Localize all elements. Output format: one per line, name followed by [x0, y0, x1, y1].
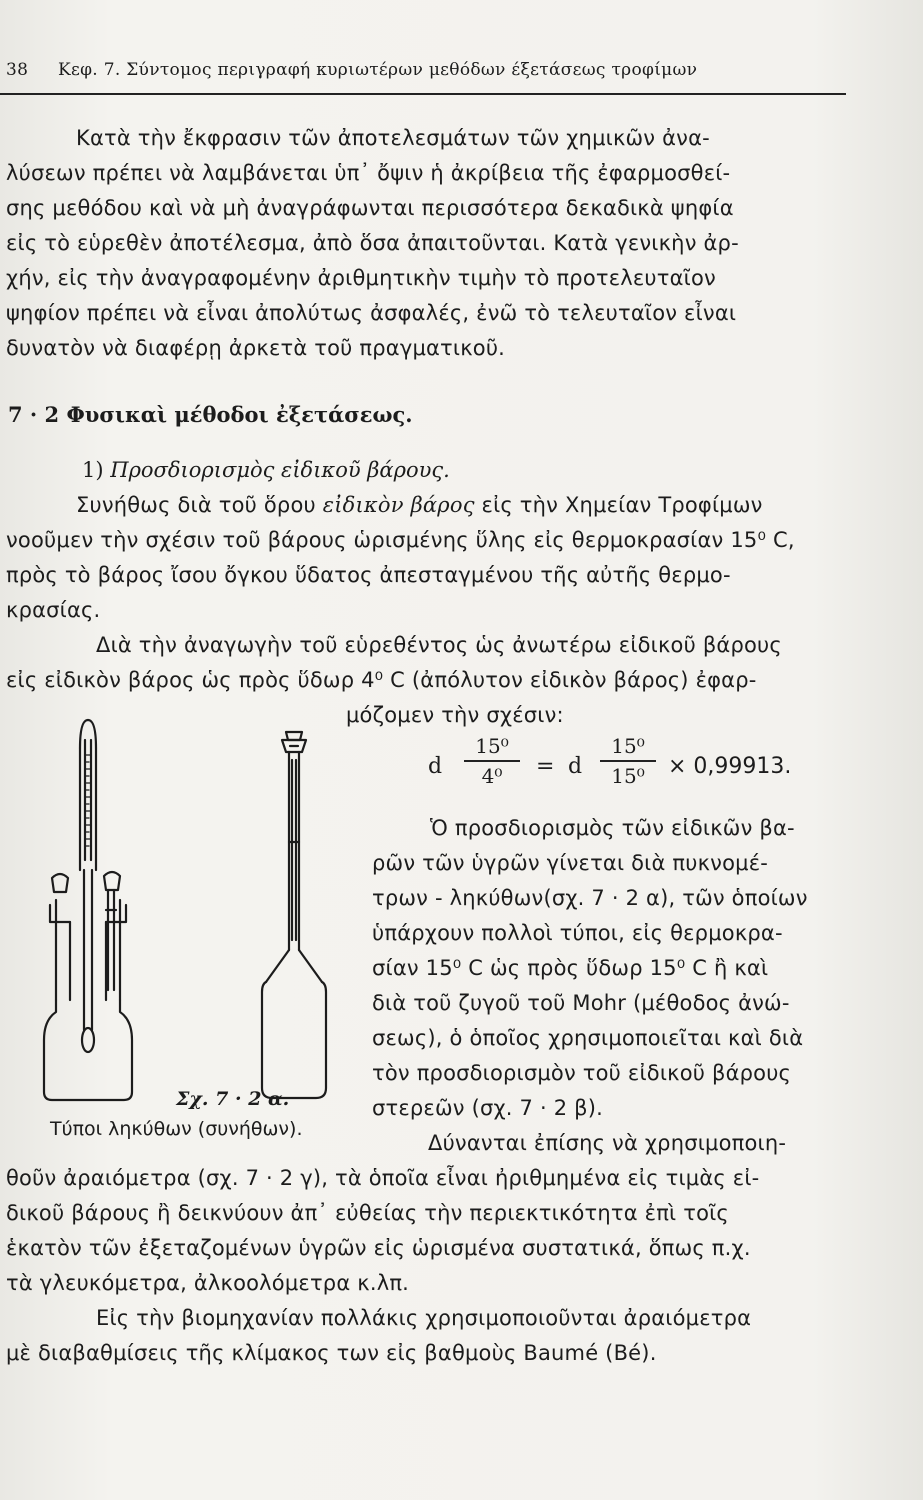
pycnometer-line-7: σεως), ὁ ὁποῖος χρησιμοποιεῖται καὶ διὰ: [372, 1026, 804, 1050]
pycnometer-with-thermometer-drawing: [44, 720, 132, 1100]
intro-line-7: δυνατὸν νὰ διαφέρῃ ἀρκετὰ τοῦ πραγματικοῦ.: [6, 336, 506, 360]
conversion-line-2: εἰς εἰδικὸν βάρος ὡς πρὸς ὕδωρ 4⁰ C (ἀπόλυτον εἰδικὸν βάρος) ἐφαρ-: [6, 668, 757, 692]
pycnometer-line-1: Ὁ προσδιορισμὸς τῶν εἰδικῶν βα-: [430, 816, 795, 840]
pycnometer-line-9: στερεῶν (σχ. 7 · 2 β).: [372, 1096, 604, 1120]
fraction-bar: [600, 760, 656, 762]
intro-line-4: εἰς τὸ εὑρεθὲν ἀποτέλεσμα, ἀπὸ ὅσα ἀπαιτοῦνται. Κατὰ γενικὴν ἀρ-: [6, 231, 739, 255]
formula-fraction-right: [600, 734, 656, 788]
definition-line-1-start: Συνήθως διὰ τοῦ ὅρου: [76, 493, 323, 517]
conversion-line-3: μόζομεν τὴν σχέσιν:: [346, 703, 564, 727]
formula-multiplier: × 0,99913.: [668, 754, 792, 779]
page-number: 38: [6, 60, 29, 80]
areometer-line-2: θοῦν ἀραιόμετρα (σχ. 7 · 2 γ), τὰ ὁποῖα εἶναι ἠριθμημένα εἰς τιμὰς εἰ-: [6, 1166, 760, 1190]
pycnometer-line-2: ρῶν τῶν ὑγρῶν γίνεται διὰ πυκνομέ-: [372, 851, 769, 875]
subsection-title: Προσδιορισμὸς εἰδικοῦ βάρους.: [110, 458, 450, 482]
industry-line-2: μὲ διαβαθμίσεις τῆς κλίμακος των εἰς βαθμοὺς Baumé (Bé).: [6, 1341, 657, 1365]
pycnometer-line-3: τρων - ληκύθων(σχ. 7 · 2 α), τῶν ὁποίων: [372, 886, 808, 910]
intro-line-6: ψηφίον πρέπει νὰ εἶναι ἀπολύτως ἀσφαλές, ἐνῶ τὸ τελευταῖον εἶναι: [6, 301, 737, 325]
subsection-number: 1): [82, 458, 104, 482]
formula-denominator-right: 15⁰: [611, 763, 645, 788]
pycnometer-line-6: διὰ τοῦ ζυγοῦ τοῦ Mohr (μέθοδος ἀνώ-: [372, 991, 790, 1015]
areometer-line-3: δικοῦ βάρους ἢ δεικνύουν ἀπ᾽ εὐθείας τὴν περιεκτικότητα ἐπὶ τοῖς: [6, 1201, 729, 1225]
formula-numerator-right: 15⁰: [611, 734, 645, 758]
definition-line-1-end: εἰς τὴν Χημείαν Τροφίμων: [474, 493, 763, 517]
section-heading: 7 · 2 Φυσικαὶ μέθοδοι ἐξετάσεως.: [8, 402, 413, 427]
formula-denominator-left: 4⁰: [481, 763, 503, 788]
pycnometer-line-5: σίαν 15⁰ C ὡς πρὸς ὕδωρ 15⁰ C ἢ καὶ: [372, 956, 769, 980]
subsection-heading: [82, 458, 450, 482]
intro-line-2: λύσεων πρέπει νὰ λαμβάνεται ὑπ᾽ ὄψιν ἡ ἀκρίβεια τῆς ἐφαρμοσθεί-: [6, 161, 731, 185]
formula-numerator-left: 15⁰: [475, 734, 509, 758]
conversion-line-1: Διὰ τὴν ἀναγωγὴν τοῦ εὑρεθέντος ὡς ἀνωτέρω εἰδικοῦ βάρους: [96, 633, 782, 657]
areometer-line-4: ἑκατὸν τῶν ἐξεταζομένων ὑγρῶν εἰς ὡρισμένα συστατικά, ὅπως π.χ.: [6, 1236, 751, 1260]
definition-line-3: πρὸς τὸ βάρος ἴσου ὄγκου ὕδατος ἀπεσταγμένου τῆς αὐτῆς θερμο-: [6, 563, 731, 587]
formula-d-right: d: [568, 754, 583, 779]
intro-line-5: χήν, εἰς τὴν ἀναγραφομένην ἀριθμητικὴν τιμὴν τὸ προτελευταῖον: [6, 266, 716, 290]
definition-line-4: κρασίας.: [6, 598, 101, 622]
industry-line-1: Εἰς τὴν βιομηχανίαν πολλάκις χρησιμοποιοῦνται ἀραιόμετρα: [96, 1306, 752, 1330]
definition-line-2: νοοῦμεν τὴν σχέσιν τοῦ βάρους ὡρισμένης ὕλης εἰς θερμοκρασίαν 15⁰ C,: [6, 528, 795, 552]
pycnometer-line-4: ὑπάρχουν πολλοὶ τύποι, εἰς θερμοκρα-: [372, 921, 783, 945]
specific-gravity-formula: [428, 734, 848, 804]
running-title: Κεφ. 7. Σύντομος περιγραφή κυριωτέρων μεθόδων έξετάσεως τροφίμων: [58, 60, 698, 80]
pycnometer-drawing: [262, 732, 326, 1098]
formula-d-left: d: [428, 754, 443, 779]
formula-equals: =: [536, 754, 555, 779]
formula-fraction-left: [464, 734, 520, 788]
figure-caption: Τύποι ληκύθων (συνήθων).: [50, 1118, 303, 1140]
figure-label: Σχ. 7 · 2 α.: [176, 1088, 290, 1110]
intro-line-1: Κατὰ τὴν ἔκφρασιν τῶν ἀποτελεσμάτων τῶν χημικῶν ἀνα-: [76, 126, 710, 150]
term-specific-gravity: εἰδικὸν βάρος: [322, 493, 475, 517]
pycnometer-figure: [30, 700, 370, 1120]
pycnometer-line-8: τὸν προσδιορισμὸν τοῦ εἰδικοῦ βάρους: [372, 1061, 792, 1085]
areometer-line-5: τὰ γλευκόμετρα, ἀλκοολόμετρα κ.λπ.: [6, 1271, 410, 1295]
running-header: [6, 60, 846, 80]
header-rule: [0, 93, 846, 95]
fraction-bar: [464, 760, 520, 762]
definition-line-1: [76, 493, 763, 517]
intro-line-3: σης μεθόδου καὶ νὰ μὴ ἀναγράφωνται περισσότερα δεκαδικὰ ψηφία: [6, 196, 734, 220]
areometer-line-1: Δύνανται ἐπίσης νὰ χρησιμοποιη-: [428, 1131, 787, 1155]
